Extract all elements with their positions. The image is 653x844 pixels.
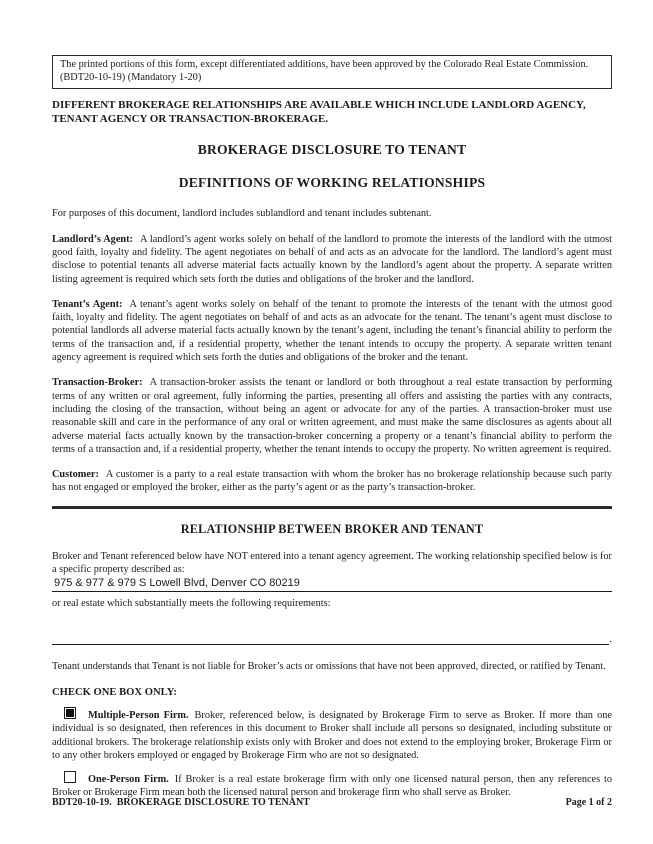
definition-tenants-agent: [52, 298, 612, 364]
multiple-person-firm-checkbox[interactable]: [64, 707, 76, 719]
property-address-field[interactable]: [52, 576, 612, 592]
multiple-person-firm-label: Multiple-Person Firm.: [88, 709, 189, 721]
requirements-blank-line[interactable]: [52, 632, 609, 645]
one-person-firm-body: If Broker is a real estate brokerage firm with only one licensed natural person, then any references to Broker or Brokerage Firm mean both the licensed natural person and brokerage firm who shall serve as Broker.: [52, 774, 612, 799]
definition-landlords-agent-label: Landlord’s Agent:: [52, 233, 133, 245]
section-divider: [52, 506, 612, 509]
liability-text: Tenant understands that Tenant is not liable for Broker’s acts or omissions that have not been approved, directed, or ratified by Tenant.: [52, 660, 606, 672]
regulatory-notice: DIFFERENT BROKERAGE RELATIONSHIPS ARE AVAILABLE WHICH INCLUDE LANDLORD AGENCY, TENANT AGENCY OR TRANSACTION-BROKERAGE.: [52, 99, 586, 125]
page-title: BROKERAGE DISCLOSURE TO TENANT: [197, 142, 467, 158]
definition-tenants-agent-body: A tenant’s agent works solely on behalf of the tenant to promote the interests of the tenant with the utmost good faith, loyalty and fidelity. The agent negotiates on behalf of and acts as an advocate for the tenant. The tenant’s agent must disclose to potential landlords all adverse material facts actually known by the tenant’s agent, including the tenant’s financial ability to perform the terms of the transaction and, if a residential property, whether the tenant intends to occupy the property. A separate written tenant agency agreement is required which sets forth the duties and obligations of the broker and the tenant.: [52, 298, 612, 364]
one-person-firm-checkbox[interactable]: [64, 771, 76, 783]
definition-transaction-broker-body: A transaction-broker assists the tenant or landlord or both throughout a real estate transaction by performing terms of any written or oral agreement, fully informing the parties, presenting all offers and assisting the parties with any contracts, including the closing of the transaction, without being an agent or advocate for any of the parties. A transaction-broker must use reasonable skill and care in the performance of any oral or written agreement, and must make the same disclosures as agents about all adverse material facts actually known by the transaction-broker concerning a property or a tenant’s financial ability to perform the terms of a transaction and, if a residential property, whether the tenant intends to occupy the property. No written agreement is required.: [52, 377, 612, 455]
document-page: [52, 55, 612, 800]
option-multiple-person-firm: [52, 707, 612, 762]
footer-page-number: Page 1 of 2: [565, 797, 612, 808]
definition-transaction-broker: [52, 376, 612, 456]
option-one-person-firm: [52, 771, 612, 800]
relationship-section-title: RELATIONSHIP BETWEEN BROKER AND TENANT: [180, 521, 484, 536]
blank-line-period: .: [609, 633, 612, 645]
property-address-value[interactable]: 975 & 977 & 979 S Lowell Blvd, Denver CO 80219: [54, 577, 300, 590]
one-person-firm-label: One-Person Firm.: [88, 774, 169, 786]
definition-landlords-agent-body: A landlord’s agent works solely on behalf of the landlord to promote the interests of the landlord with the utmost good faith, loyalty and fidelity. The agent negotiates on behalf of and acts as an advocate for the landlord. The landlord’s agent must disclose to potential tenants all adverse material facts actually known by the landlord’s agent about the property. A separate written listing agreement is required which sets forth the duties and obligations of the broker and the landlord.: [52, 233, 612, 285]
or-requirements-text: or real estate which substantially meets the following requirements:: [52, 598, 331, 610]
definition-customer-label: Customer:: [52, 469, 99, 481]
definition-tenants-agent-label: Tenant’s Agent:: [52, 298, 123, 310]
definition-transaction-broker-label: Transaction-Broker:: [52, 377, 143, 389]
approval-notice-box: [52, 55, 612, 89]
relationship-intro: Broker and Tenant referenced below have NOT entered into a tenant agency agreement. The working relationship specified below is for a specific property described as:: [52, 550, 612, 576]
multiple-person-firm-body: Broker, referenced below, is designated by Brokerage Firm to serve as Broker. If more than one individual is so designated, then references in this document to Broker shall include all persons so designated, including substitute or additional brokers. The brokerage relationship exists only with Broker and does not extend to the employing broker, Brokerage Firm or to any other brokers employed or engaged by Brokerage Firm who are not so designated.: [52, 709, 612, 761]
check-one-box-heading: CHECK ONE BOX ONLY:: [52, 686, 177, 698]
definition-landlords-agent: [52, 233, 612, 286]
intro-text: For purposes of this document, landlord includes sublandlord and tenant includes subtenant.: [52, 208, 432, 220]
approval-notice-line1: The printed portions of this form, except differentiated additions, have been approved by the Colorado Real Estate Commission.: [60, 59, 589, 70]
requirements-blank-row: [52, 632, 612, 645]
definition-customer-body: A customer is a party to a real estate transaction with whom the broker has no brokerage relationship because such party has not engaged or employed the broker, either as the party’s agent or as the party’s transaction-broker.: [52, 469, 612, 494]
page-subtitle: DEFINITIONS OF WORKING RELATIONSHIPS: [178, 175, 486, 191]
page-footer: [52, 797, 612, 808]
footer-form-code: BDT20-10-19. BROKERAGE DISCLOSURE TO TENANT: [52, 797, 310, 808]
approval-notice-line2: (BDT20-10-19) (Mandatory 1-20): [60, 71, 202, 83]
definition-customer: [52, 468, 612, 495]
